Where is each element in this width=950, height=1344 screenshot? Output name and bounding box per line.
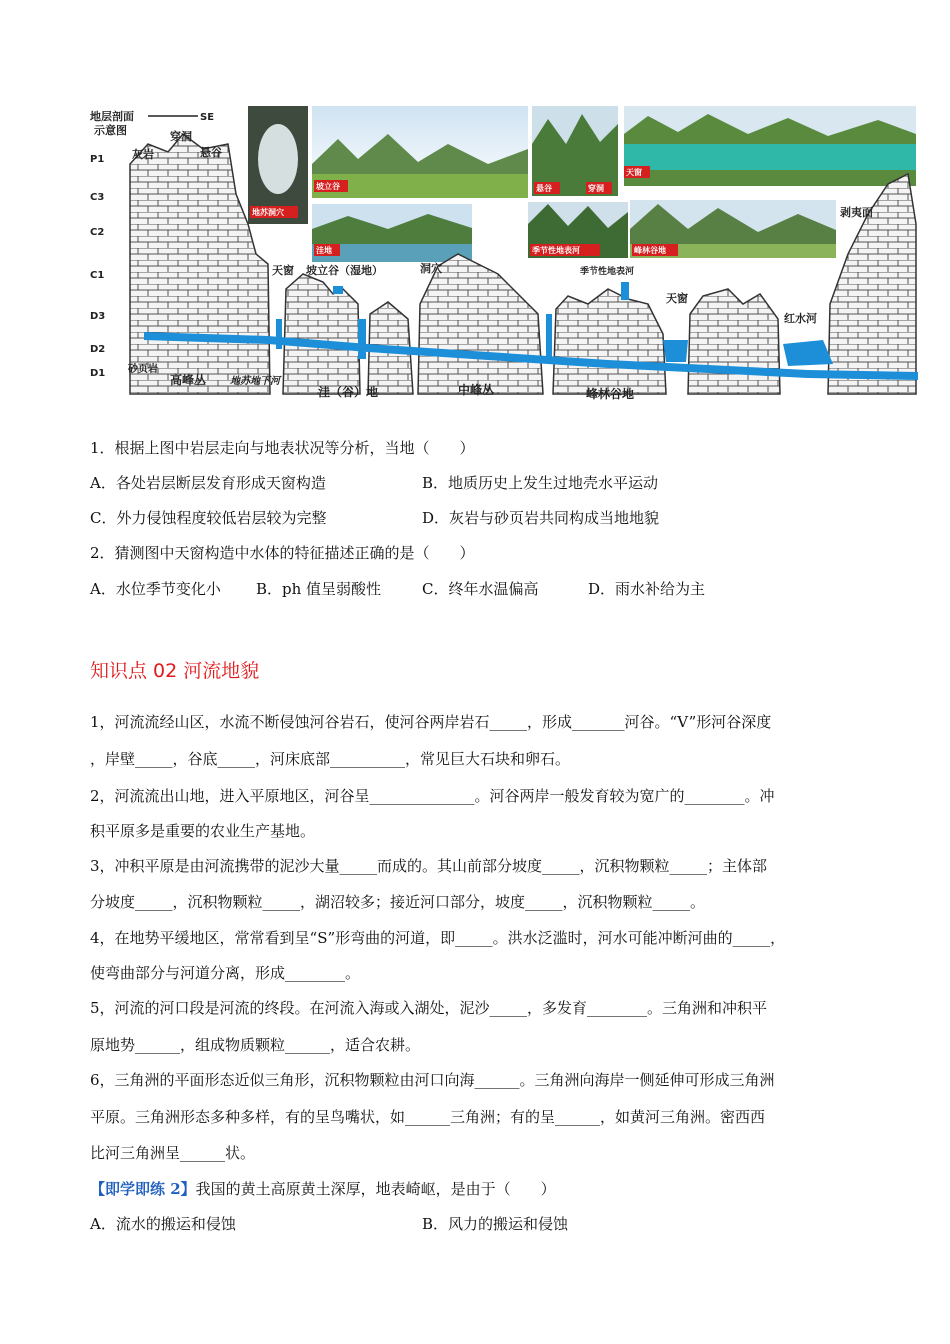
paragraph-line: 2，河流流出山地，进入平原地区，河谷呈______________。河谷两岸一般发育较为宽广的________。冲 <box>90 787 775 805</box>
caption-through: 穿洞 <box>588 184 604 193</box>
label-depression: 洼（谷）地 <box>318 385 379 399</box>
label-poli: 坡立谷（湿地） <box>306 264 383 277</box>
paragraph-line: 原地势______，组成物质颗粒______，适合农耕。 <box>90 1036 421 1054</box>
label-hanging-valley: 悬谷 <box>200 146 222 159</box>
stratum-c1: C1 <box>90 270 105 281</box>
label-skylight-1: 天窗 <box>272 264 294 277</box>
direction-label: SE <box>200 112 215 123</box>
q1-option-b: B．地质历史上发生过地壳水平运动 <box>422 474 659 492</box>
q2-option-b: B．ph 值呈弱酸性 <box>256 580 382 598</box>
label-peak-cluster: 高峰丛 <box>170 373 207 387</box>
label-underground-river: 地苏地下河 <box>230 376 280 387</box>
paragraph-line: 平原。三角洲形态多种多样，有的呈鸟嘴状，如______三角洲；有的呈______，如黄河三角洲。密西西 <box>90 1108 766 1126</box>
paragraph-line: 3，冲积平原是由河流携带的泥沙大量_____而成的。其山前部分坡度_____，沉积物颗粒_____；主体部 <box>90 857 768 875</box>
label-red-river: 红水河 <box>784 312 817 325</box>
karst-profile-diagram <box>88 104 918 404</box>
practice-option-a: A．流水的搬运和侵蚀 <box>90 1215 236 1233</box>
q1-stem: 1．根据上图中岩层走向与地表状况等分析，当地（ ） <box>90 439 475 457</box>
practice-stem: 我国的黄土高原黄土深厚，地表崎岖，是由于（ ） <box>195 1180 556 1198</box>
practice-tag: 【即学即练 2】 <box>90 1180 196 1198</box>
label-denudation: 剥夷面 <box>840 206 873 219</box>
practice-question <box>90 1179 556 1199</box>
label-shale: 砂页岩 <box>128 364 158 375</box>
photo-insets <box>248 106 916 262</box>
paragraph-line: 比河三角洲呈______状。 <box>90 1144 256 1162</box>
caption-skylight: 天窗 <box>626 168 642 177</box>
label-mid-peak: 中峰丛 <box>458 383 495 397</box>
stratum-c3: C3 <box>90 192 105 203</box>
paragraph-line: 6，三角洲的平面形态近似三角形，沉积物颗粒由河口向海______。三角洲向海岸一侧延伸可形成三角洲 <box>90 1071 775 1089</box>
q1-option-a: A．各处岩层断层发育形成天窗构造 <box>90 474 326 492</box>
practice-option-b: B．风力的搬运和侵蚀 <box>422 1215 569 1233</box>
label-through-cave: 穿洞 <box>170 130 192 143</box>
q1-option-c: C．外力侵蚀程度较低岩层较为完整 <box>90 509 327 527</box>
caption-poli: 坡立谷 <box>316 182 340 191</box>
stratum-d1: D1 <box>90 368 106 379</box>
label-cave: 洞穴 <box>420 262 442 275</box>
paragraph-line: 积平原多是重要的农业生产基地。 <box>90 822 316 840</box>
q2-option-a: A．水位季节变化小 <box>90 580 221 598</box>
q2-option-c: C．终年水温偏高 <box>422 580 539 598</box>
paragraph-line: 4，在地势平缓地区，常常看到呈“S”形弯曲的河道，即_____。洪水泛滥时，河水可能冲断河曲的_____， <box>90 929 786 947</box>
figure-title-2: 示意图 <box>94 124 127 137</box>
stratum-d3: D3 <box>90 311 106 322</box>
label-skylight-2: 天窗 <box>666 292 688 305</box>
section-title: 知识点 02 河流地貌 <box>90 660 260 682</box>
paragraph-line: 分坡度_____，沉积物颗粒_____，湖沼较多；接近河口部分，坡度_____，沉积物颗粒_____。 <box>90 893 706 911</box>
paragraph-line: 使弯曲部分与河道分离，形成________。 <box>90 964 361 982</box>
label-seasonal-river: 季节性地表河 <box>580 267 635 277</box>
stratum-c2: C2 <box>90 227 105 238</box>
caption-peakforest: 峰林谷地 <box>634 246 666 255</box>
label-limestone: 灰岩 <box>132 148 154 161</box>
paragraph-line: 5，河流的河口段是河流的终段。在河流入海或入湖处，泥沙_____，多发育________。三角洲和冲积平 <box>90 999 768 1017</box>
caption-cave: 地苏洞穴 <box>252 208 284 217</box>
label-peak-forest: 峰林谷地 <box>586 387 635 401</box>
q2-stem: 2．猜测图中天窗构造中水体的特征描述正确的是（ ） <box>90 544 475 562</box>
paragraph-line: ，岸壁_____，谷底_____，河床底部__________，常见巨大石块和卵石。 <box>90 750 571 768</box>
stratum-d2: D2 <box>90 344 106 355</box>
caption-hanging: 悬谷 <box>536 184 552 193</box>
caption-seasonal: 季节性地表河 <box>532 246 580 255</box>
caption-depression: 洼地 <box>316 246 332 255</box>
q2-option-d: D．雨水补给为主 <box>588 580 706 598</box>
stratum-p1: P1 <box>90 154 105 165</box>
paragraph-line: 1，河流流经山区，水流不断侵蚀河谷岩石，使河谷两岸岩石_____，形成_______河谷。“V”形河谷深度 <box>90 713 772 731</box>
figure-title-1: 地层剖面 <box>90 110 134 123</box>
q1-option-d: D．灰岩与砂页岩共同构成当地地貌 <box>422 509 660 527</box>
karst-profile-figure <box>88 104 918 404</box>
